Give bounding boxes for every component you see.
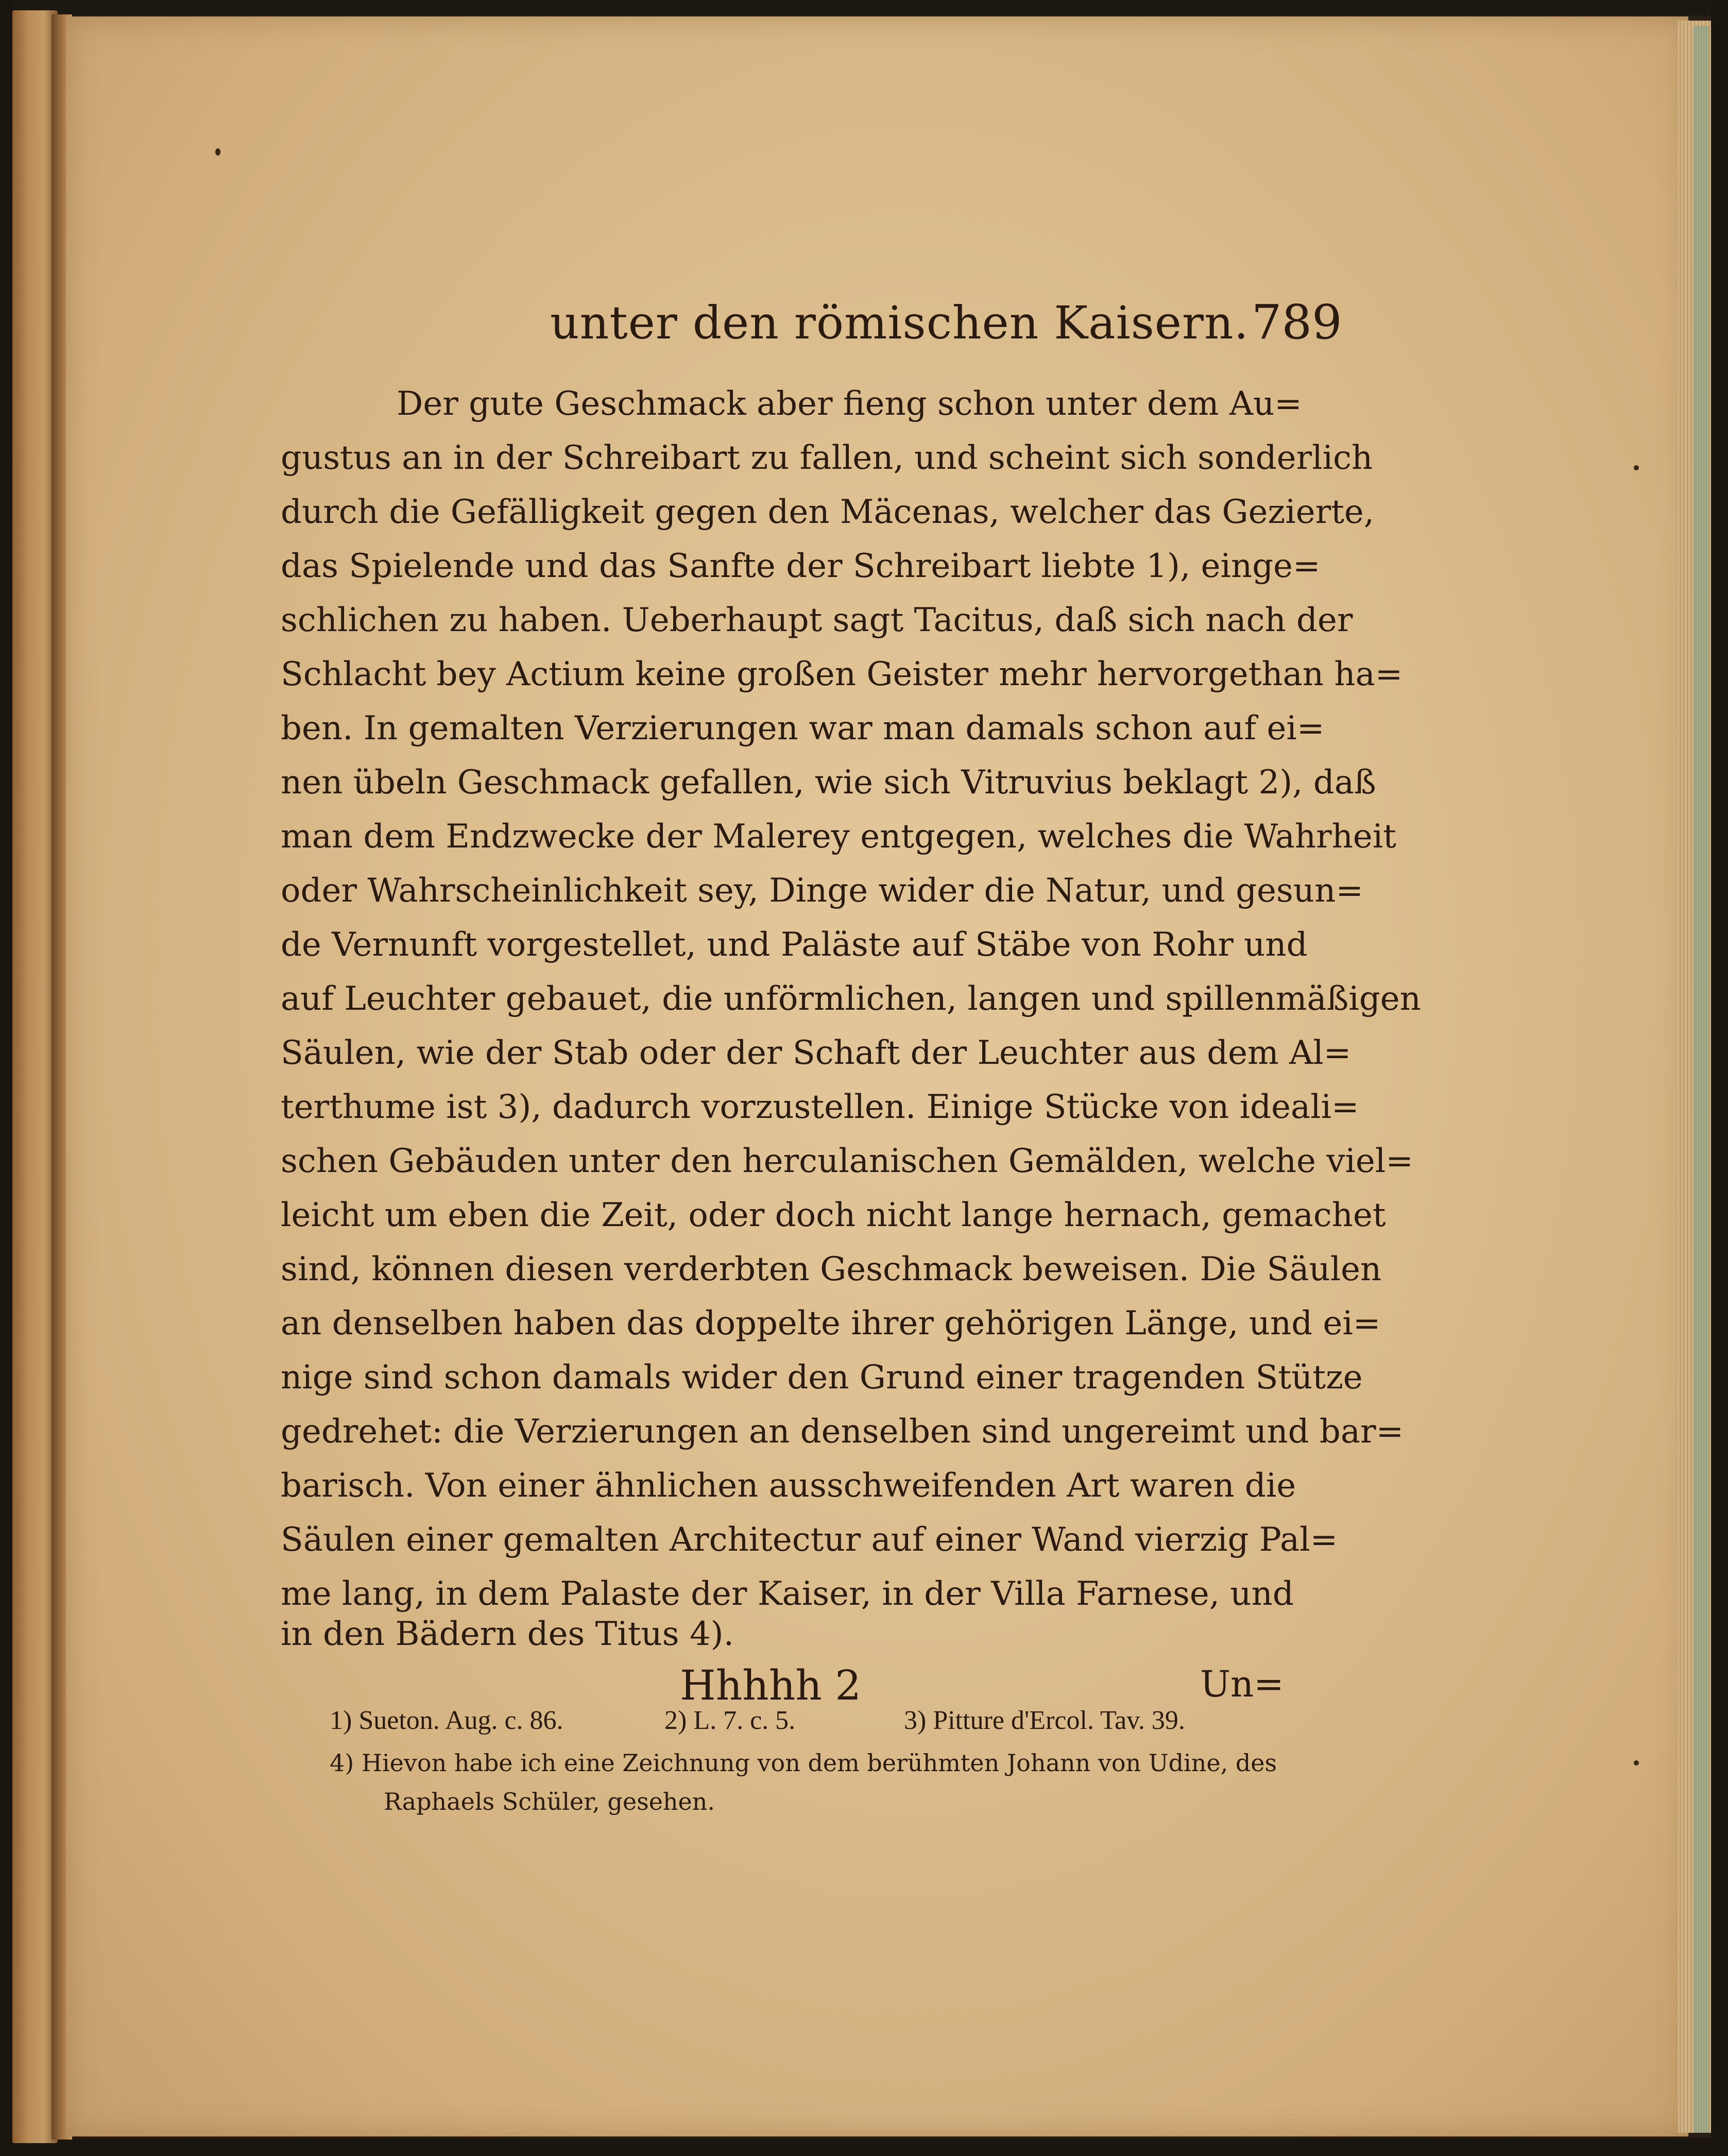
body-line: nen übeln Geschmack gefallen, wie sich Vitruvius beklagt 2), daß xyxy=(281,763,1376,802)
scanner-background-bottom xyxy=(0,2138,1728,2156)
body-line: an denselben haben das doppelte ihrer gehörigen Länge, und ei= xyxy=(281,1304,1381,1343)
body-line: me lang, in dem Palaste der Kaiser, in der Villa Farnese, und xyxy=(281,1575,1294,1613)
body-line: Säulen, wie der Stab oder der Schaft der Leuchter aus dem Al= xyxy=(281,1034,1351,1072)
footnote-2: 2) L. 7. c. 5. xyxy=(664,1706,796,1735)
body-line: nige sind schon damals wider den Grund einer tragenden Stütze xyxy=(281,1359,1363,1397)
body-line: barisch. Von einer ähnlichen ausschweifenden Art waren die xyxy=(281,1467,1296,1505)
body-line: das Spielende und das Sanfte der Schreibart liebte 1), einge= xyxy=(281,547,1321,585)
body-line: Säulen einer gemalten Architectur auf einer Wand vierzig Pal= xyxy=(281,1521,1338,1559)
body-line: auf Leuchter gebauet, die unförmlichen, langen und spillenmäßigen xyxy=(281,980,1421,1018)
running-header-title: unter den römischen Kaisern. xyxy=(550,296,1249,349)
body-line: ben. In gemalten Verzierungen war man damals schon auf ei= xyxy=(281,709,1325,748)
page-number: 789 xyxy=(1252,295,1342,350)
body-line: man dem Endzwecke der Malerey entgegen, welches die Wahrheit xyxy=(281,818,1396,856)
body-line: schlichen zu haben. Ueberhaupt sagt Tacitus, daß sich nach der xyxy=(281,601,1353,639)
body-line: Der gute Geschmack aber fieng schon unter dem Au= xyxy=(397,385,1302,423)
body-line: in den Bädern des Titus 4). xyxy=(281,1615,734,1653)
footnote-4-line-1: 4) Hievon habe ich eine Zeichnung von dem berühmten Johann von Udine, des xyxy=(330,1749,1277,1777)
body-line: durch die Gefälligkeit gegen den Mäcenas, welcher das Gezierte, xyxy=(281,493,1375,531)
body-line: oder Wahrscheinlichkeit sey, Dinge wider die Natur, und gesun= xyxy=(281,872,1363,910)
stray-mark xyxy=(215,148,220,156)
body-line: de Vernunft vorgestellet, und Paläste auf Stäbe von Rohr und xyxy=(281,926,1308,964)
body-line: gustus an in der Schreibart zu fallen, und scheint sich sonderlich xyxy=(281,439,1373,477)
page-stack-edges-tinted xyxy=(1693,26,1709,2133)
footnote-1: 1) Sueton. Aug. c. 86. xyxy=(330,1706,563,1735)
footnote-4-line-2: Raphaels Schüler, gesehen. xyxy=(384,1788,715,1815)
footnote-3: 3) Pitture d'Ercol. Tav. 39. xyxy=(904,1706,1185,1735)
body-line: schen Gebäuden unter den herculanischen Gemälden, welche viel= xyxy=(281,1142,1413,1180)
body-line: gedrehet: die Verzierungen an denselben sind ungereimt und bar= xyxy=(281,1413,1404,1451)
body-line: Schlacht bey Actium keine großen Geister mehr hervorgethan ha= xyxy=(281,655,1403,693)
scanner-background-left xyxy=(0,0,12,2156)
scanner-background-right xyxy=(1711,0,1728,2156)
stray-mark xyxy=(1634,1760,1639,1765)
body-line: terthume ist 3), dadurch vorzustellen. Einige Stücke von ideali= xyxy=(281,1088,1359,1126)
scanner-background-top xyxy=(0,0,1728,15)
previous-page-edge xyxy=(12,10,58,2143)
signature-mark: Hhhhh 2 xyxy=(680,1661,862,1709)
body-line: leicht um eben die Zeit, oder doch nicht lange hernach, gemachet xyxy=(281,1196,1386,1234)
stray-mark xyxy=(1634,465,1639,470)
body-line: sind, können diesen verderbten Geschmack beweisen. Die Säulen xyxy=(281,1250,1382,1288)
catchword: Un= xyxy=(1200,1663,1284,1705)
